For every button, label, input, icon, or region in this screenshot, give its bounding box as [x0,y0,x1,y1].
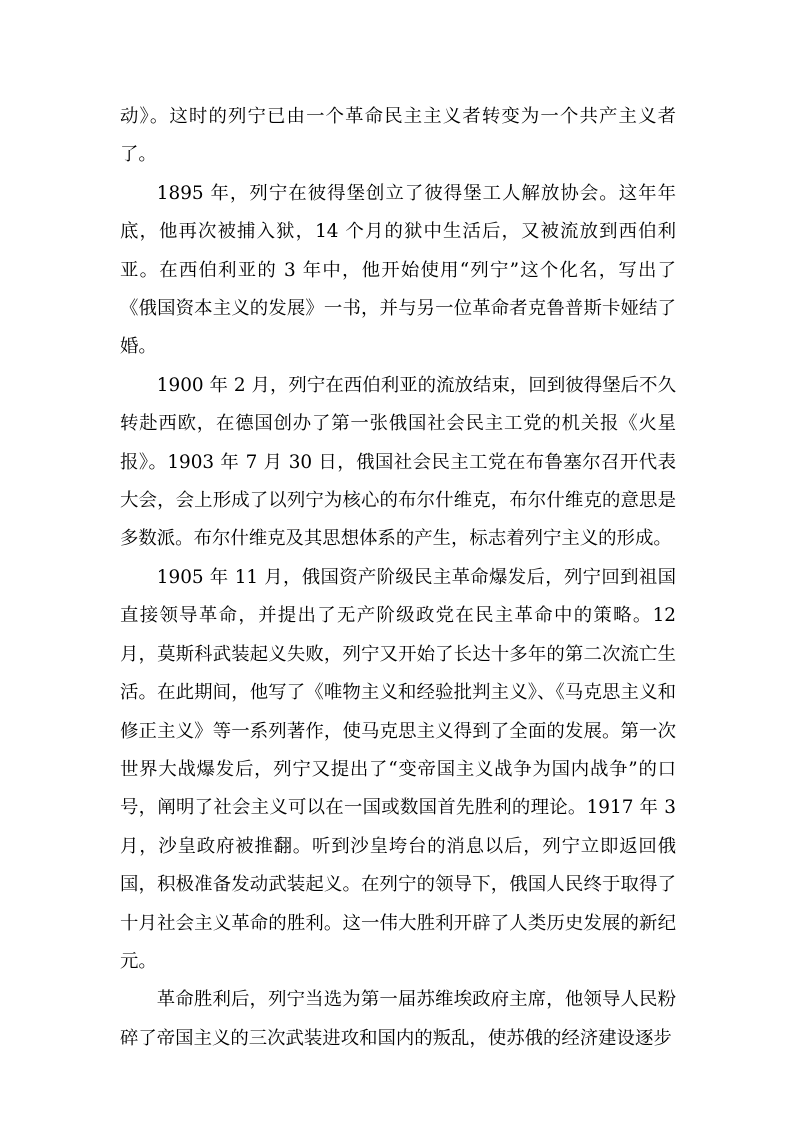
paragraph-1900: 1900 年 2 月，列宁在西伯利亚的流放结束，回到彼得堡后不久转赴西欧，在德国创办了第一张俄国社会民主工党的机关报《火星报》。1903 年 7 月 30 日，俄国社会民主工党在布鲁塞尔召开代表大会，会上形成了以列宁为核心的布尔什维克，布尔什维克的意思是多数派。布尔什维克及其思想体系的产生，标志着列宁主义的形成。 [120,374,676,550]
paragraph-1905: 1905 年 11 月，俄国资产阶级民主革命爆发后，列宁回到祖国直接领导革命，并提出了无产阶级政党在民主革命中的策略。12 月，莫斯科武装起义失败，列宁又开始了长达十多年的第二次流亡生活。在此期间，他写了《唯物主义和经验批判主义》、《马克思主义和修正主义》等一系列著作，使马克思主义得到了全面的发展。第一次世界大战爆发后，列宁又提出了“变帝国主义战争为国内战争”的口号，阐明了社会主义可以在一国或数国首先胜利的理论。1917 年 3 月，沙皇政府被推翻。听到沙皇垮台的消息以后，列宁立即返回俄国，积极准备发动武装起义。在列宁的领导下，俄国人民终于取得了十月社会主义革命的胜利。这一伟大胜利开辟了人类历史发展的新纪元。 [120,566,676,972]
paragraph-after-revolution: 革命胜利后，列宁当选为第一届苏维埃政府主席，他领导人民粉碎了帝国主义的三次武装进攻和国内的叛乱，使苏俄的经济建设逐步 [120,989,676,1049]
paragraph-continuation: 动》。这时的列宁已由一个革命民主主义者转变为一个共产主义者了。 [120,106,676,166]
document-body [120,98,676,1058]
paragraph-1895: 1895 年，列宁在彼得堡创立了彼得堡工人解放协会。这年年底，他再次被捕入狱，14 个月的狱中生活后，又被流放到西伯利亚。在西伯利亚的 3 年中，他开始使用“列宁”这个化名，写出了《俄国资本主义的发展》一书，并与另一位革命者克鲁普斯卡娅结了婚。 [120,182,676,358]
